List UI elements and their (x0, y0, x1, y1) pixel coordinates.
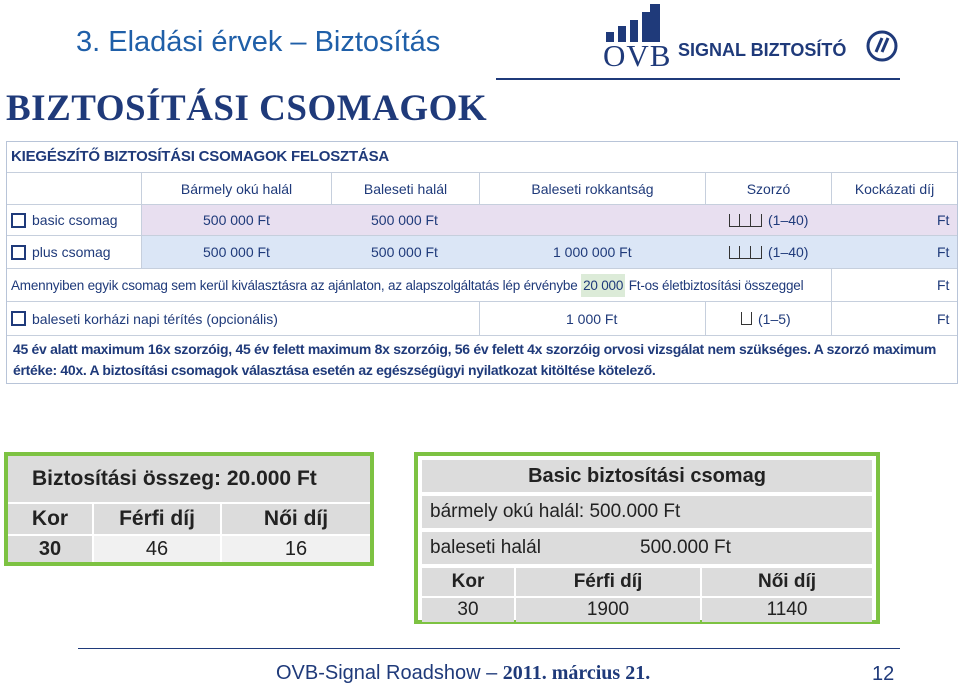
basic-package-label: basic csomag (32, 212, 118, 228)
checkbox-icon[interactable] (11, 311, 26, 326)
plus-fee-unit: Ft (937, 244, 950, 260)
fallback-row (11, 269, 803, 301)
package-allocation-form (6, 141, 958, 384)
example-basic-table (414, 452, 880, 624)
accident-death-label: baleseti halál (430, 537, 541, 558)
footer-caption (276, 662, 650, 685)
footer-date: 2011. március 21. (502, 662, 651, 684)
grid-line (705, 301, 706, 335)
col-header-accident-disability: Baleseti rokkantság (531, 180, 654, 197)
signal-logo-text: SIGNAL BIZTOSÍTÓ (678, 40, 847, 60)
basic-any-death-value: 500 000 Ft (203, 212, 270, 228)
any-death-line: bármely okú halál: 500.000 Ft (422, 496, 872, 528)
hospital-amount: 1 000 Ft (566, 310, 618, 327)
slide-title: BIZTOSÍTÁSI CSOMAGOK (6, 88, 488, 129)
checkbox-icon[interactable] (11, 213, 26, 228)
basic-multiplier-range: (1–40) (768, 212, 809, 228)
male-fee-value: 1900 (516, 598, 700, 622)
slide-subtitle: 3. Eladási érvek – Biztosítás (76, 26, 441, 58)
col-header-accident-death: Baleseti halál (363, 180, 448, 197)
plus-accident-disability-value: 1 000 000 Ft (553, 244, 632, 260)
fallback-text: Amennyiben egyik csomag sem kerül kiválasztásra az ajánlaton, az alapszolgáltatás lép érvénybe (11, 277, 578, 293)
plus-package-option[interactable] (11, 236, 111, 268)
plus-multiplier-range: (1–40) (768, 244, 809, 260)
signal-logo-icon (866, 30, 898, 62)
col-header-risk-fee: Kockázati díj (854, 180, 935, 197)
fallback-text-suffix: Ft-os életbiztosítási összeggel (628, 277, 804, 293)
grid-line (479, 301, 480, 335)
col-header-multiplier: Szorzó (746, 180, 791, 197)
basic-fee-unit: Ft (937, 212, 950, 228)
note-line: 45 év alatt maximum 16x szorzóig, 45 év felett maximum 8x szorzóig, 56 év felett 4x szorzóig orvosi vizsgálat nem szükséges. A szorzó maximum (13, 341, 937, 357)
basic-multiplier-field[interactable] (729, 205, 808, 235)
hospital-label: baleseti korházi napi térítés (opcionális) (32, 310, 278, 327)
plus-any-death-value: 500 000 Ft (203, 244, 270, 260)
checkbox-icon[interactable] (11, 245, 26, 260)
fallback-amount: 20 000 (581, 274, 625, 297)
col-header-male-fee: Férfi díj (94, 504, 220, 534)
example-sum-title: Biztosítási összeg: 20.000 Ft (8, 456, 370, 502)
col-header-male-fee: Férfi díj (516, 568, 700, 596)
fallback-fee-unit: Ft (937, 277, 950, 293)
grid-line (7, 335, 957, 336)
hospital-multiplier-range: (1–5) (758, 310, 791, 327)
example-sum-table (4, 452, 374, 566)
plus-package-label: plus csomag (32, 244, 111, 260)
page-number: 12 (872, 663, 895, 685)
ovb-logo-text: OVB (603, 38, 672, 73)
plus-multiplier-field[interactable] (729, 236, 808, 268)
col-header-any-death: Bármely okú halál (180, 180, 293, 197)
col-header-age: Kor (422, 568, 514, 596)
digit-boxes[interactable] (729, 214, 762, 227)
col-header-female-fee: Női díj (702, 568, 872, 596)
female-fee-value: 16 (222, 536, 370, 562)
hospital-fee-unit: Ft (937, 310, 950, 327)
digit-boxes[interactable] (729, 246, 762, 259)
header-divider (496, 78, 900, 80)
basic-accident-death-value: 500 000 Ft (371, 212, 438, 228)
digit-box[interactable] (741, 312, 752, 325)
age-value: 30 (8, 536, 92, 562)
male-fee-value: 46 (94, 536, 220, 562)
age-value: 30 (422, 598, 514, 622)
accident-death-line (422, 532, 872, 564)
hospital-multiplier-field[interactable] (741, 302, 791, 335)
col-header-female-fee: Női díj (222, 504, 370, 534)
note-line: értéke: 40x. A biztosítási csomagok választása esetén az egészségügyi nyilatkozat kitöltése kötelező. (13, 362, 656, 378)
grid-line (831, 268, 832, 335)
footer-divider (78, 648, 900, 649)
form-heading: KIEGÉSZÍTŐ BIZTOSÍTÁSI CSOMAGOK FELOSZTÁSA (11, 148, 390, 165)
example-basic-title: Basic biztosítási csomag (422, 460, 872, 492)
col-header-age: Kor (8, 504, 92, 534)
female-fee-value: 1140 (702, 598, 872, 622)
basic-package-option[interactable] (11, 205, 118, 235)
footer-event: OVB-Signal Roadshow – (276, 662, 498, 684)
hospital-option[interactable] (11, 302, 278, 335)
plus-accident-death-value: 500 000 Ft (371, 244, 438, 260)
accident-death-value: 500.000 Ft (640, 537, 731, 558)
